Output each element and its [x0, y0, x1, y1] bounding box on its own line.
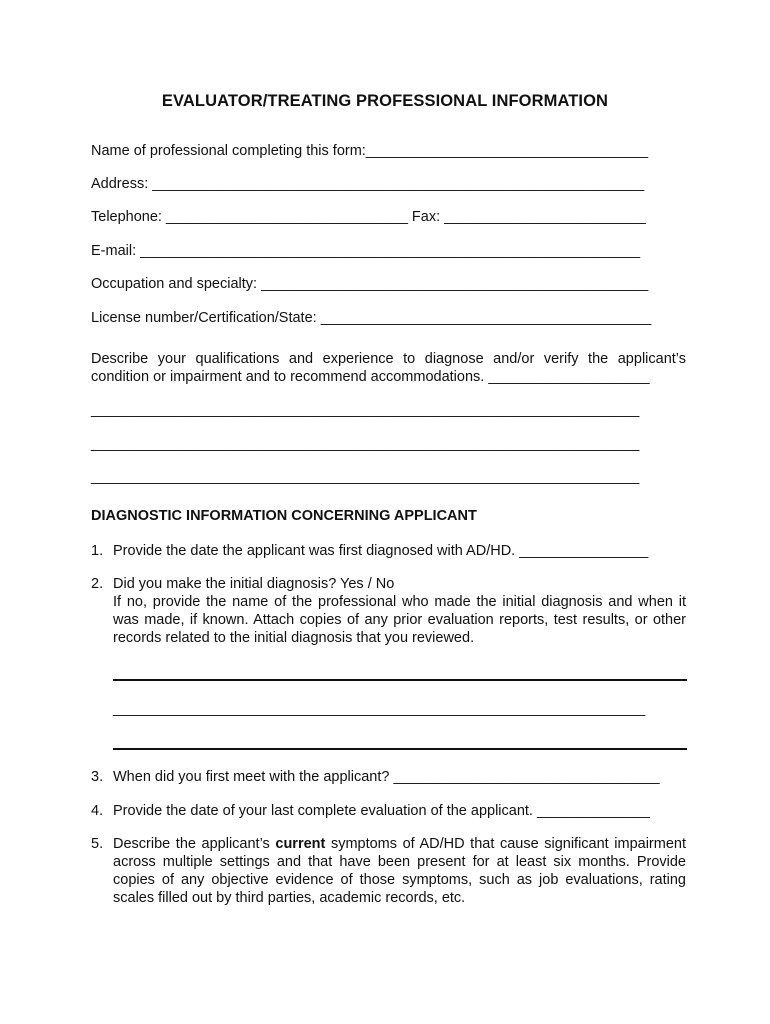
- answer-rule[interactable]: [113, 748, 687, 750]
- qualifications-blank-line[interactable]: ____________________________________________________________________: [91, 402, 640, 418]
- name-field[interactable]: Name of professional completing this form:___________________________________: [91, 143, 649, 159]
- qualifications-blank-line[interactable]: ____________________________________________________________________: [91, 436, 640, 452]
- item-5-emphasis: current: [275, 836, 326, 852]
- email-field[interactable]: E-mail: ______________________________________________________________: [91, 243, 641, 259]
- occupation-field[interactable]: Occupation and specialty: ________________________________________________: [91, 276, 649, 292]
- section-heading: DIAGNOSTIC INFORMATION CONCERNING APPLICANT: [91, 508, 477, 524]
- item-5-text-after: symptoms of AD/HD that cause significant impairment across multiple settings and that have been present for at least six months. Provide copies of any objective evidence of those symptoms, such as job evaluations, rating scales filled out by third parties, academic records, etc.: [113, 836, 686, 906]
- item-2-question[interactable]: Did you make the initial diagnosis? Yes / No: [113, 576, 395, 592]
- item-4-text[interactable]: Provide the date of your last complete evaluation of the applicant. ______________: [113, 803, 650, 819]
- item-number: 2.: [91, 576, 104, 592]
- answer-blank-line[interactable]: __________________________________________________________________: [113, 701, 646, 717]
- item-number: 1.: [91, 543, 104, 559]
- address-field[interactable]: Address: _____________________________________________________________: [91, 176, 645, 192]
- item-5-text: [113, 835, 686, 907]
- page-title: EVALUATOR/TREATING PROFESSIONAL INFORMATION: [161, 92, 609, 110]
- item-5-text-before: Describe the applicant’s: [113, 836, 276, 852]
- item-3-text[interactable]: When did you first meet with the applicant? _________________________________: [113, 769, 660, 785]
- item-2-detail: If no, provide the name of the professional who made the initial diagnosis and when it was made, if known. Attach copies of any prior evaluation reports, test results, or other records related to the initial diagnosis that you reviewed.: [113, 594, 686, 646]
- qualifications-blank-line[interactable]: ____________________________________________________________________: [91, 469, 640, 485]
- item-number: 3.: [91, 769, 104, 785]
- item-number: 5.: [91, 836, 104, 852]
- license-field[interactable]: License number/Certification/State: _________________________________________: [91, 310, 652, 326]
- answer-rule[interactable]: [113, 679, 687, 681]
- item-number: 4.: [91, 803, 104, 819]
- telephone-fax-field[interactable]: Telephone: ______________________________ Fax: _________________________: [91, 209, 646, 225]
- item-1-text[interactable]: Provide the date the applicant was first diagnosed with AD/HD. ________________: [113, 543, 649, 559]
- qualifications-prompt: Describe your qualifications and experience to diagnose and/or verify the applicant’s condition or impairment and to recommend accommodations. ____________________: [91, 351, 686, 385]
